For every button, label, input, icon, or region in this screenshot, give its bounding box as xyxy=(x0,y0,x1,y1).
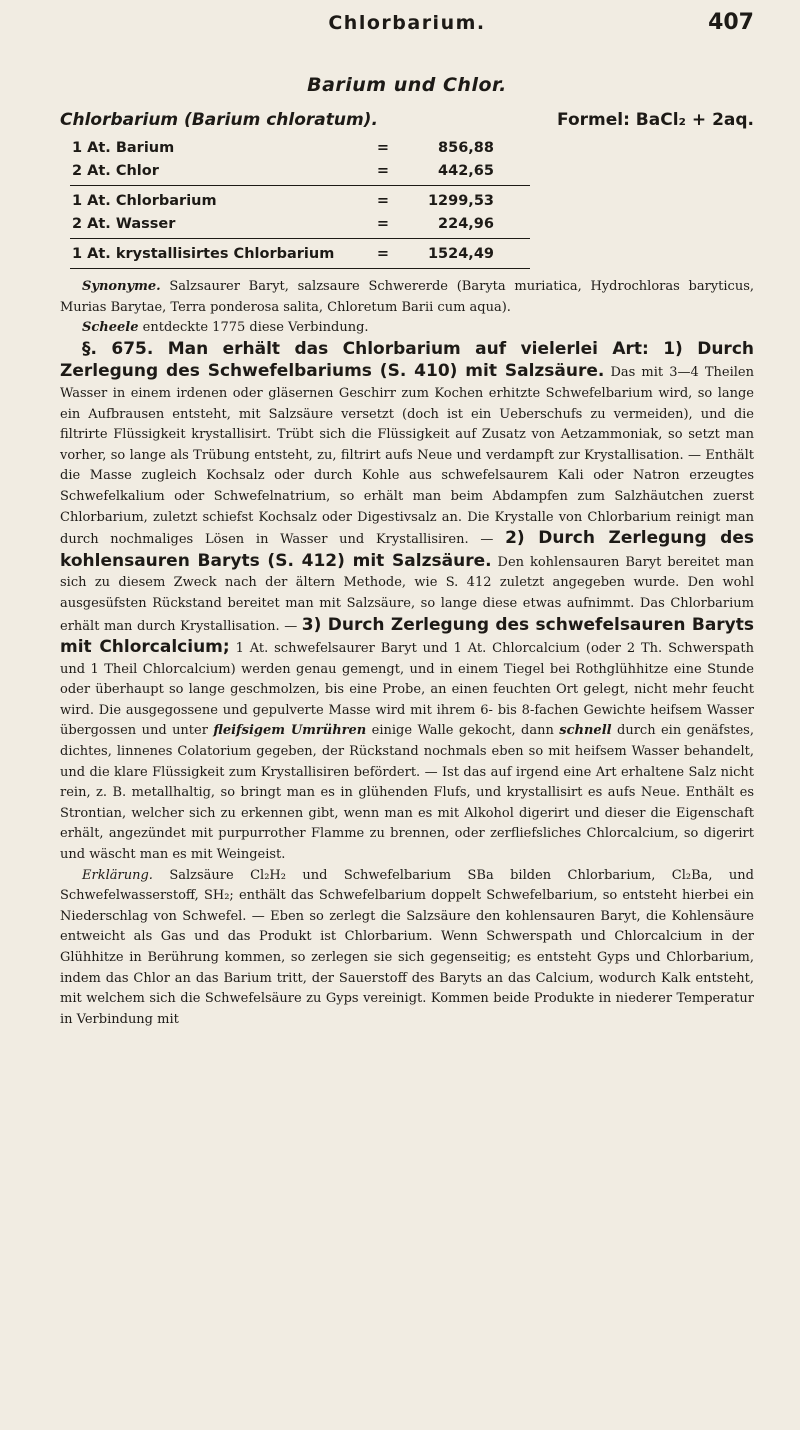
composition-label: 1 At. Barium xyxy=(72,139,175,156)
composition-total-row xyxy=(60,242,754,265)
formula-heading xyxy=(60,110,754,130)
paragraph-675 xyxy=(60,339,754,866)
erklaerung-label: Erklärung. xyxy=(82,867,153,883)
composition-value: 442,65 xyxy=(438,162,494,179)
page-number: 407 xyxy=(708,10,754,35)
composition-label: 1 At. Chlorbarium xyxy=(72,192,217,209)
equals-sign: = xyxy=(376,245,390,262)
paragraph-675-heading: §. 675. Man erhält das Chlorbarium auf vielerlei Art: 1) Durch Zerlegung des Schwefelbariums (S. 410) mit Salzsäure. xyxy=(60,338,754,382)
composition-row xyxy=(60,212,754,235)
composition-value: 1299,53 xyxy=(427,192,494,209)
equals-sign: = xyxy=(376,192,390,209)
section-title: Barium und Chlor. xyxy=(307,74,507,96)
composition-label: 2 At. Chlor xyxy=(72,162,159,179)
sum-rule xyxy=(70,238,530,239)
composition-row xyxy=(60,136,754,159)
method-3-text: einige Walle gekocht, dann xyxy=(371,723,554,739)
running-title: Chlorbarium. xyxy=(328,12,486,34)
equals-sign: = xyxy=(376,162,390,179)
composition-row xyxy=(60,159,754,182)
method-3-text: durch ein genäfstes, dichtes, linnenes Colatorium gegeben, der Rückstand nochmals eben so mit heifsem Wasser behandelt, und die klare Flüssigkeit zum Krystallisiren befördert. — Ist das auf irgend eine Art erhaltene Salz nicht rein, z. B. metallhaltig, so bringt man es in glühenden Flufs, und krystallisirt es aufs Neue. Enthält es Strontian, welcher sich zu erkennen gibt, wenn man es mit Alkohol digerirt und dieser die Eigenschaft erhält, angezündet mit purpurrother Flamme zu brennen, oder zerfliefsliches Chlorcalcium, so digerirt und wäscht man es mit Weingeist. xyxy=(60,723,754,863)
composition-value: 1524,49 xyxy=(427,245,494,262)
sum-rule xyxy=(70,268,530,269)
equals-sign: = xyxy=(376,139,390,156)
compound-name: Chlorbarium (Barium chloratum). xyxy=(60,110,378,130)
formula-text: Formel: BaCl₂ + 2aq. xyxy=(557,110,754,130)
scheele-text: entdeckte 1775 diese Verbindung. xyxy=(142,320,369,336)
synonyme-paragraph xyxy=(60,277,754,318)
composition-value: 856,88 xyxy=(438,139,494,156)
method-1-text: Das mit 3—4 Theilen Wasser in einem irdenen oder gläsernen Geschirr zum Kochen erhitzte Schwefelbarium wird, so lange ein Aufbrausen entsteht, mit Salzsäure versetzt (doch ist ein Ueberschufs zu vermeiden), und die filtrirte Flüssigkeit krystallisirt. Trübt sich die Flüssigkeit auf Zusatz von Aetzammoniak, so setzt man vorher, so lange als Trübung entsteht, zu, filtrirt aufs Neue und verdampft zur Krystallisation. — Enthält die Masse zugleich Kochsalz oder durch Kohle aus schwefelsaurem Kali oder Natron erzeugtes Schwefelkalium oder Schwefelnatrium, so erhält man beim Abdampfen zum Salzhäutchen zuerst Chlorbarium, zuletzt schiefst Kochsalz oder Digestivsalz an. Die Krystalle von Chlorbarium reinigt man durch nochmaliges Lösen in Wasser und Krystallisiren. — xyxy=(60,365,754,548)
emphasis-text: schnell xyxy=(559,723,612,739)
equals-sign: = xyxy=(376,215,390,232)
scheele-paragraph xyxy=(60,318,754,339)
method-2-heading: 2) Durch Zerlegung des kohlensauren Baryts (S. 412) mit Salzsäure. xyxy=(60,528,754,571)
method-3-heading: 3) Durch Zerlegung des schwefelsauren Baryts mit Chlorcalcium; xyxy=(60,614,755,658)
synonyme-label: Synonyme. xyxy=(82,279,161,294)
running-head xyxy=(60,0,754,40)
body-text xyxy=(60,277,754,1030)
method-3-text: 1 At. schwefelsaurer Baryt und 1 At. Chlorcalcium (oder 2 Th. Schwerspath und 1 Theil Chlorcalcium) werden genau gemengt, und in einem Tiegel bei Rothglühhitze eine Stunde oder überhaupt so lange geschmolzen, bis eine Probe, an einen feuchten Ort gelegt, nicht mehr feucht wird. Die ausgegossene und gepulverte Masse wird mit ihrem 6- bis 8-fachen Gewichte heifsem Wasser übergossen und unter xyxy=(60,641,754,739)
composition-table xyxy=(60,136,754,269)
composition-value: 224,96 xyxy=(438,215,494,232)
synonyme-text: Salzsaurer Baryt, salzsaure Schwererde (Baryta muriatica, Hydrochloras baryticus, Murias Barytae, Terra ponderosa salita, Chloretum Barii cum aqua). xyxy=(60,279,754,315)
erklaerung-paragraph xyxy=(60,866,754,1031)
scheele-name: Scheele xyxy=(82,320,139,336)
erklaerung-text: Salzsäure Cl₂H₂ und Schwefelbarium SBa bilden Chlorbarium, Cl₂Ba, und Schwefelwasserstoff, SH₂; enthält das Schwefelbarium doppelt Schwefelbarium, so entsteht hierbei ein Niederschlag von Schwefel. — Eben so zerlegt die Salzsäure den kohlensauren Baryt, die Kohlensäure entweicht als Gas und das Produkt ist Chlorbarium. Wenn Schwerspath und Chlorcalcium in der Glühhitze in Berührung kommen, so zerlegen sie sich gegenseitig; es entsteht Gyps und Chlorbarium, indem das Chlor an das Barium tritt, der Sauerstoff des Baryts an das Calcium, wodurch Kalk entsteht, mit welchem sich die Schwefelsäure zu Gyps vereinigt. Kommen beide Produkte in niederer Temperatur in Verbindung mit xyxy=(60,867,754,1027)
emphasis-text: fleifsigem Umrühren xyxy=(213,723,367,739)
sum-rule xyxy=(70,185,530,186)
method-2-text: Den kohlensauren Baryt bereitet man sich zu diesem Zweck nach der ältern Methode, wie S. 412 zuletzt angegeben wurde. Den wohl ausgesüfsten Rückstand bereitet man mit Salzsäure, so lange diese etwas aufnimmt. Das Chlorbarium erhält man durch Krystallisation. — xyxy=(60,554,754,634)
composition-row xyxy=(60,189,754,212)
composition-label: 1 At. krystallisirtes Chlorbarium xyxy=(72,245,335,262)
composition-label: 2 At. Wasser xyxy=(72,215,176,232)
